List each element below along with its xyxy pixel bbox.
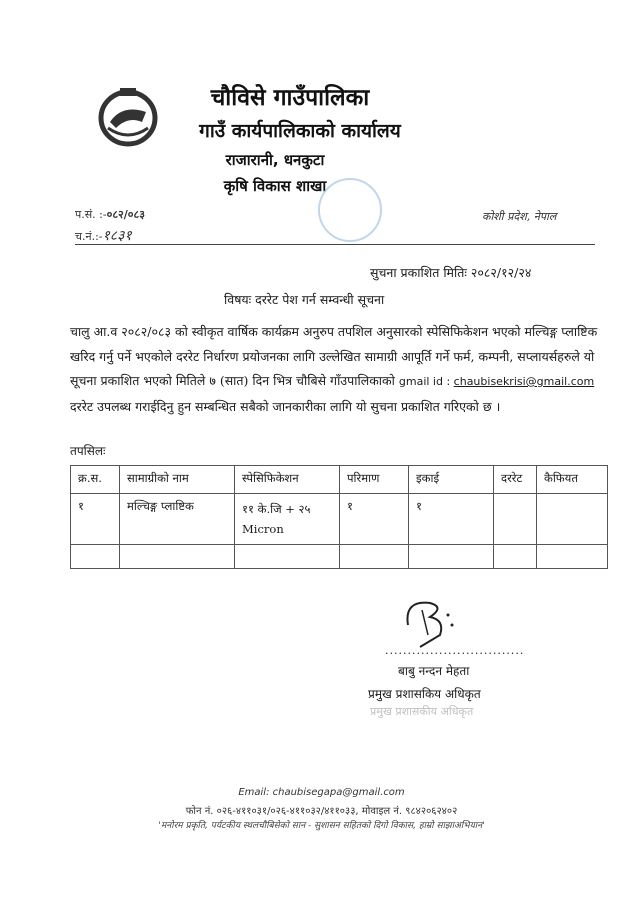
- table-cell: मल्चिङ्ग प्लाष्टिक: [120, 494, 235, 545]
- table-cell: [537, 545, 608, 569]
- table-header: इकाई: [409, 466, 494, 494]
- table-row: [71, 494, 608, 545]
- office-name: गाउँ कार्यपालिकाको कार्यालय: [199, 120, 401, 142]
- table-cell: [537, 494, 608, 545]
- table-cell: १: [409, 494, 494, 545]
- table-cell: [235, 545, 340, 569]
- table-cell: [494, 494, 537, 545]
- gmail-label: gmail id :: [398, 375, 454, 388]
- table-header: क्र.स.: [71, 466, 120, 494]
- header-divider: [75, 244, 595, 245]
- table-cell: [71, 545, 120, 569]
- ref-ps-value: ०८२/०८३: [106, 208, 145, 221]
- notice-body: [70, 320, 615, 419]
- notice-body-part2: दररेट उपलब्ध गराईदिनु हुन सम्बन्धित सबैको जानकारीका लागि यो सुचना प्रकाशित गरिएको छ ।: [70, 398, 501, 414]
- handwritten-signature: [400, 595, 460, 650]
- details-label: तपसिलः: [70, 444, 106, 458]
- footer-phone: फोन नं. ०२६-४११०३१/०२६-४११०३२/४११०३३, मोवाइल नं. ९८४२०६२४०२: [185, 806, 458, 817]
- table-cell: १: [71, 494, 120, 545]
- ref-cn-value: १८३१: [102, 228, 132, 244]
- subject: विषयः दररेट पेश गर्न सम्वन्धी सूचना: [224, 292, 385, 307]
- ref-ps-label: प.सं. :-: [75, 208, 107, 221]
- ref-cn-label: च.नं.:-: [75, 230, 103, 243]
- table-cell: [340, 545, 409, 569]
- table-cell: [409, 545, 494, 569]
- table-header: परिमाण: [340, 466, 409, 494]
- org-name: चौविसे गाउँपालिका: [210, 85, 370, 111]
- table-cell: [494, 545, 537, 569]
- table-header: दररेट: [494, 466, 537, 494]
- table-cell: १: [340, 494, 409, 545]
- items-table: [70, 465, 608, 569]
- branch-name: कृषि विकास शाखा: [223, 177, 327, 195]
- notice-body-part1: चालु आ.व २०८२/०८३ को स्वीकृत वार्षिक कार्यक्रम अनुरुप तपशिल अनुसारको स्पेसिफिकेशन भएको मल्चिङ्ग प्लाष्टिक खरिद गर्नु पर्ने भएकोले दररेट निर्धारण प्रयोजनका लागि उल्लेखित सामाग्री आपूर्ति गर्ने फर्म, कम्पनी, सप्लायर्सहरुले यो सूचना प्रकाशित भएको मितिले ७ (सात) दिन भित्र चौबिसे गाँउपालिकाको: [70, 324, 598, 388]
- table-row: [71, 545, 608, 569]
- signature-line: ...............................: [385, 644, 525, 657]
- office-address: राजारानी, धनकुटा: [225, 151, 325, 169]
- title-stamp: प्रमुख प्रशासकीय अधिकृत: [370, 705, 474, 718]
- table-header-row: [71, 466, 608, 494]
- gmail-link[interactable]: chaubisekrisi@gmail.com: [453, 375, 595, 388]
- table-header: सामाग्रीको नाम: [120, 466, 235, 494]
- table-header: कैफियत: [537, 466, 608, 494]
- province: कोशी प्रदेश, नेपाल: [482, 210, 557, 223]
- ref-ps: [75, 207, 145, 222]
- table-cell: ११ के.जि + २५ Micron: [235, 494, 340, 545]
- signatory-title: प्रमुख प्रशासकिय अधिकृत: [368, 687, 481, 701]
- footer-slogan: 'मनोरम प्रकृति, पर्यटकीय स्थलचौबिसेको सान - सुशासन सहितको दिगो विकास, हाम्रो साझाअभियान': [158, 821, 485, 831]
- office-stamp: [318, 178, 382, 242]
- footer-email: Email: chaubisegapa@gmail.com: [238, 787, 405, 798]
- table-header: स्पेसिफिकेशन: [235, 466, 340, 494]
- signatory-name: बाबु नन्दन मेहता: [398, 664, 470, 678]
- published-date: सुचना प्रकाशित मितिः २०८२/१२/२४: [370, 265, 532, 280]
- table-cell: [120, 545, 235, 569]
- ref-cn: [75, 226, 132, 245]
